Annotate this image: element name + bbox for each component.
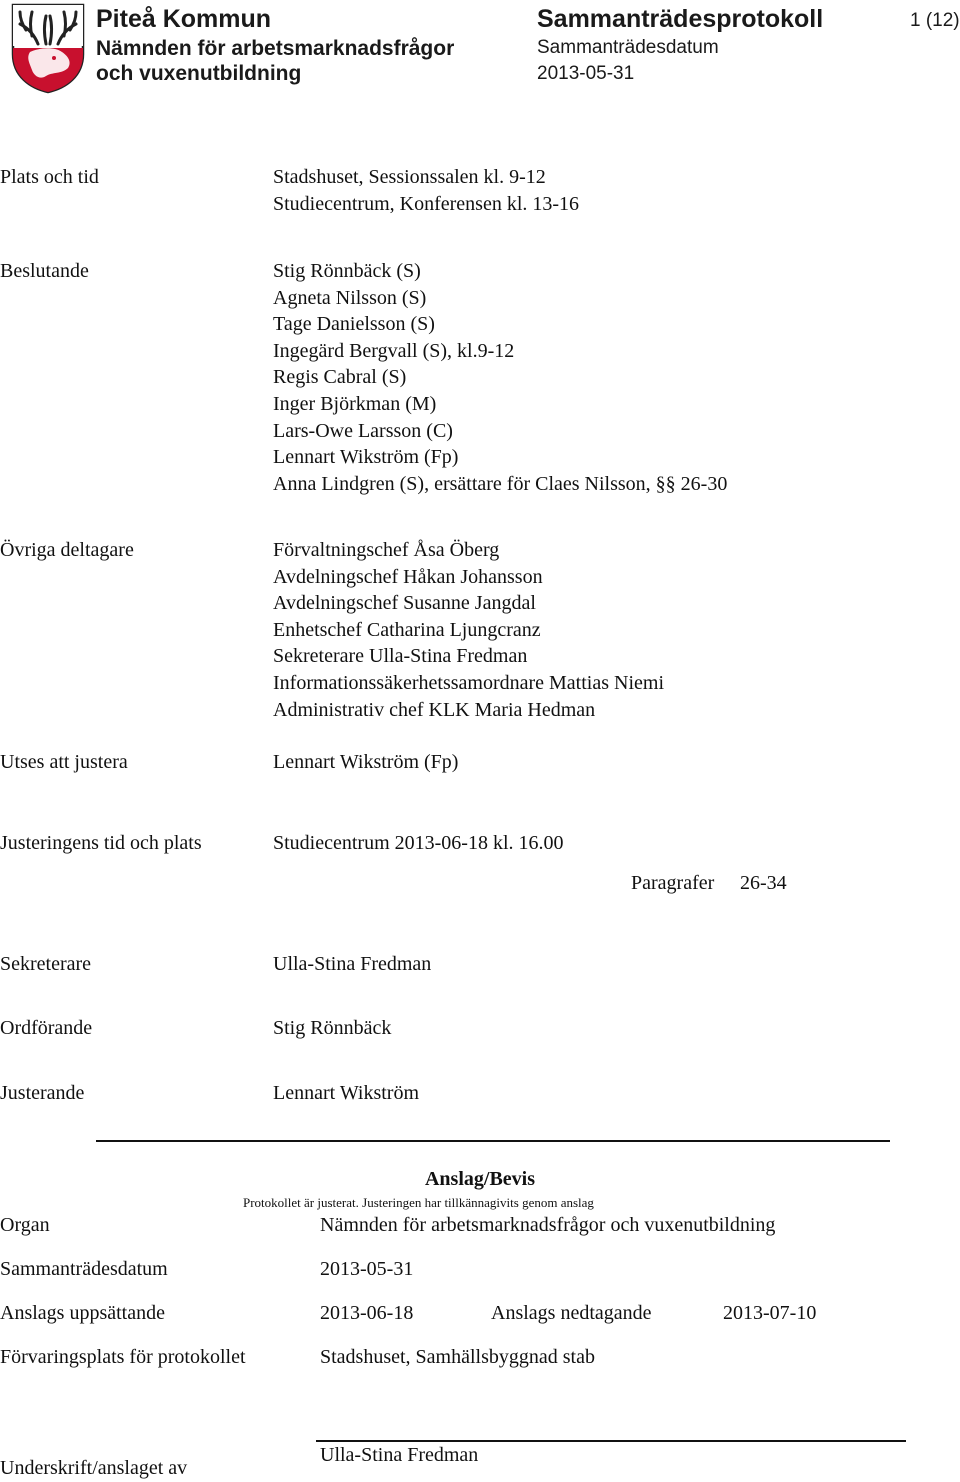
nedtagande-label: Anslags nedtagande xyxy=(491,1302,652,1324)
list-item: Lennart Wikström (Fp) xyxy=(273,446,459,469)
plats-line: Stadshuset, Sessionssalen kl. 9-12 xyxy=(273,166,546,188)
ovriga-label: Övriga deltagare xyxy=(0,539,134,561)
ovriga-list xyxy=(273,537,664,723)
organ-label: Organ xyxy=(0,1214,50,1236)
signature-name: Stig Rönnbäck xyxy=(273,1017,392,1039)
list-item: Inger Björkman (M) xyxy=(273,392,437,415)
justera-value: Lennart Wikström (Fp) xyxy=(273,751,459,773)
pitea-logo xyxy=(10,2,86,94)
list-item: Informationssäkerhetssamordnare Mattias Niemi xyxy=(273,671,664,694)
list-item: Sekreterare Ulla-Stina Fredman xyxy=(273,645,528,668)
uppsattande-value: 2013-06-18 xyxy=(320,1302,414,1324)
list-item: Lars-Owe Larsson (C) xyxy=(273,419,453,442)
list-item: Avdelningschef Susanne Jangdal xyxy=(273,592,536,615)
meeting-date: 2013-05-31 xyxy=(537,63,635,84)
signature-name: Ulla-Stina Fredman xyxy=(273,953,432,975)
nedtagande-value: 2013-07-10 xyxy=(723,1302,817,1324)
organ-value: Nämnden för arbetsmarknadsfrågor och vuxenutbildning xyxy=(320,1214,776,1236)
department-line-1: Nämnden för arbetsmarknadsfrågor xyxy=(96,37,455,60)
list-item: Avdelningschef Håkan Johansson xyxy=(273,565,543,588)
list-item: Administrativ chef KLK Maria Hedman xyxy=(273,698,596,721)
section-divider xyxy=(96,1140,890,1142)
paragrafer-label: Paragrafer xyxy=(631,872,715,894)
plats-label: Plats och tid xyxy=(0,166,99,188)
signature-role: Ordförande xyxy=(0,1017,93,1039)
document-title: Sammanträdesprotokoll xyxy=(537,5,824,33)
org-name: Piteå Kommun xyxy=(96,5,272,33)
signature-role: Sekreterare xyxy=(0,953,92,975)
uppsattande-label: Anslags uppsättande xyxy=(0,1302,165,1324)
list-item: Regis Cabral (S) xyxy=(273,366,407,389)
paragrafer-value: 26-34 xyxy=(740,872,787,894)
list-item: Anna Lindgren (S), ersättare för Claes Nilsson, §§ 26-30 xyxy=(273,472,728,495)
list-item: Förvaltningschef Åsa Öberg xyxy=(273,539,500,561)
department-line-2: och vuxenutbildning xyxy=(96,62,302,85)
list-item: Tage Danielsson (S) xyxy=(273,313,435,336)
list-item: Enhetschef Catharina Ljungcranz xyxy=(273,618,541,641)
signature-name: Lennart Wikström xyxy=(273,1082,420,1104)
list-item: Stig Rönnbäck (S) xyxy=(273,260,421,282)
anslag-datum-value: 2013-05-31 xyxy=(320,1258,414,1280)
plats-lines xyxy=(273,164,579,217)
beslutande-label: Beslutande xyxy=(0,260,89,282)
meeting-date-label: Sammanträdesdatum xyxy=(537,37,719,58)
justeringens-value: Studiecentrum 2013-06-18 kl. 16.00 xyxy=(273,832,564,854)
justera-label: Utses att justera xyxy=(0,751,128,773)
plats-line: Studiecentrum, Konferensen kl. 13-16 xyxy=(273,192,580,215)
anslag-subtitle: Protokollet är justerat. Justeringen har tillkännagivits genom anslag xyxy=(243,1195,594,1210)
beslutande-list xyxy=(273,258,727,497)
anslag-datum-label: Sammanträdesdatum xyxy=(0,1258,168,1280)
justeringens-label: Justeringens tid och plats xyxy=(0,832,202,854)
list-item: Agneta Nilsson (S) xyxy=(273,286,427,309)
signature-role: Justerande xyxy=(0,1082,85,1104)
page-number: 1 (12) xyxy=(910,10,960,31)
forvaring-label: Förvaringsplats för protokollet xyxy=(0,1346,246,1368)
forvaring-value: Stadshuset, Samhällsbyggnad stab xyxy=(320,1346,595,1368)
list-item: Ingegärd Bergvall (S), kl.9-12 xyxy=(273,339,515,362)
underskrift-label: Underskrift/anslaget av xyxy=(0,1457,188,1479)
underskrift-name: Ulla-Stina Fredman xyxy=(320,1444,479,1466)
anslag-title: Anslag/Bevis xyxy=(424,1168,536,1190)
